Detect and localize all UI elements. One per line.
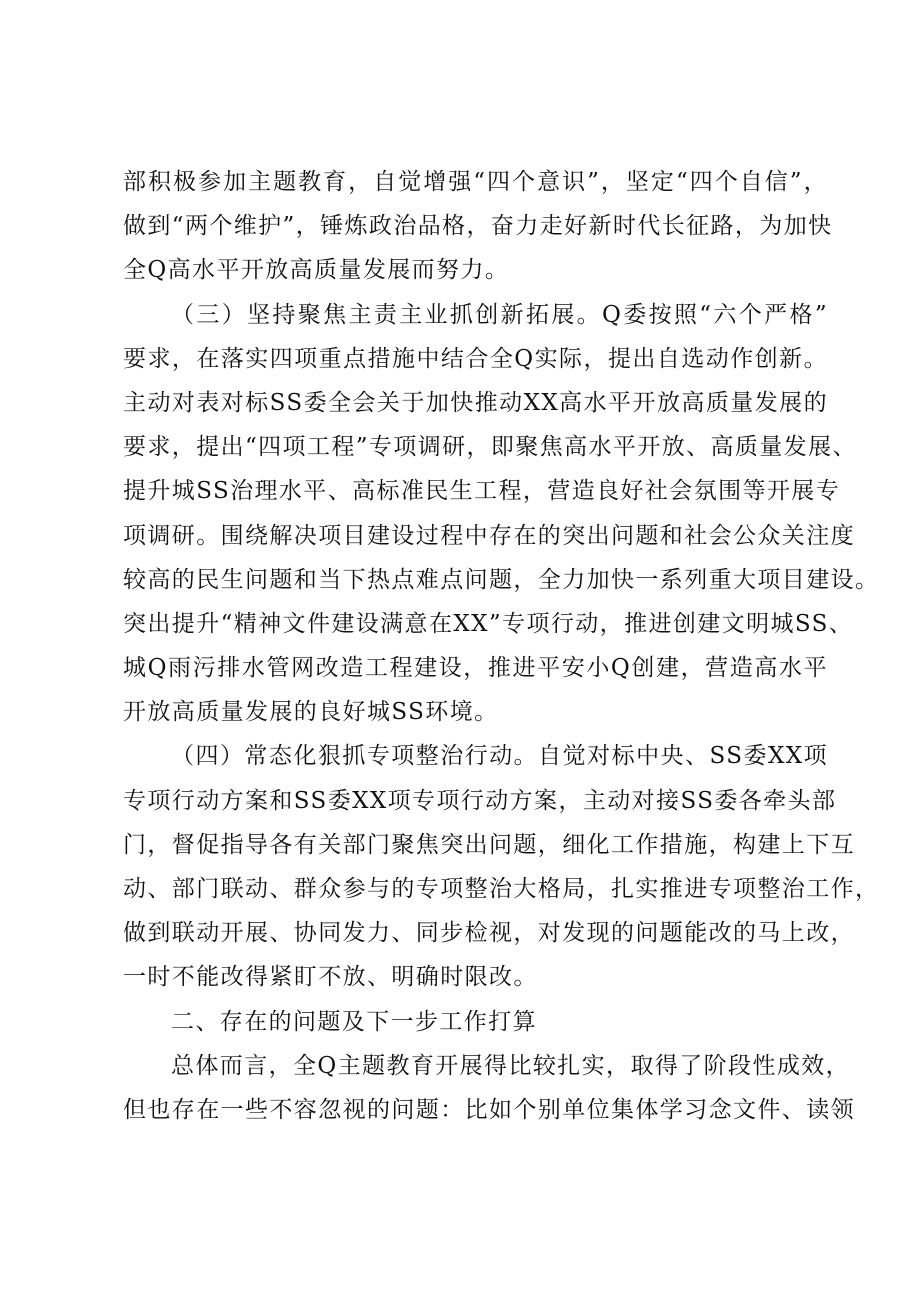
section-heading-line: （三）坚持聚焦主责主业抓创新拓展。Q委按照“六个严格” xyxy=(171,301,828,328)
section-heading: 二、存在的问题及下一步工作打算 xyxy=(171,1008,537,1035)
text-line: 做到“两个维护”，锤炼政治品格，奋力走好新时代长征路，为加快 xyxy=(123,213,833,240)
text-line: 但也存在一些不容忽视的问题：比如个别单位集体学习念文件、读领 xyxy=(123,1096,855,1123)
document-body xyxy=(123,160,880,1132)
section-heading-line: （四）常态化狠抓专项整治行动。自觉对标中央、SS委XX项 xyxy=(171,743,828,770)
text-line: 较高的民生问题和当下热点难点问题，全力加快一系列重大项目建设。 xyxy=(123,566,880,593)
text-line: 要求，在落实四项重点措施中结合全Q实际，提出自选动作创新。 xyxy=(123,345,828,372)
text-line: 一时不能改得紧盯不放、明确时限改。 xyxy=(123,964,538,991)
text-line: 城Q雨污排水管网改造工程建设，推进平安小Q创建，营造高水平 xyxy=(123,655,828,682)
text-line: 总体而言，全Q主题教育开展得比较扎实，取得了阶段性成效， xyxy=(171,1052,851,1079)
text-line: 提升城SS治理水平、高标准民生工程，营造良好社会氛围等开展专 xyxy=(123,478,841,505)
text-line: 要求，提出“四项工程”专项调研，即聚焦高水平开放、高质量发展、 xyxy=(123,434,857,461)
text-line: 项调研。围绕解决项目建设过程中存在的突出问题和社会公众关注度 xyxy=(123,522,855,549)
text-line: 专项行动方案和SS委XX项专项行动方案，主动对接SS委各牵头部 xyxy=(123,787,837,814)
text-line: 做到联动开展、协同发力、同步检视，对发现的问题能改的马上改， xyxy=(123,920,855,947)
text-line: 门，督促指导各有关部门聚焦突出问题，细化工作措施，构建上下互 xyxy=(123,831,855,858)
text-line: 主动对表对标SS委全会关于加快推动XX高水平开放高质量发展的 xyxy=(123,389,828,416)
text-line: 动、部门联动、群众参与的专项整治大格局，扎实推进专项整治工作， xyxy=(123,876,880,902)
text-line: 部积极参加主题教育，自觉增强“四个意识”，坚定“四个自信”， xyxy=(123,169,828,195)
text-line: 开放高质量发展的良好城SS环境。 xyxy=(123,699,499,726)
text-line: 全Q高水平开放高质量发展而努力。 xyxy=(123,257,510,284)
text-line: 突出提升“精神文件建设满意在XX”专项行动，推进创建文明城SS、 xyxy=(123,610,854,637)
